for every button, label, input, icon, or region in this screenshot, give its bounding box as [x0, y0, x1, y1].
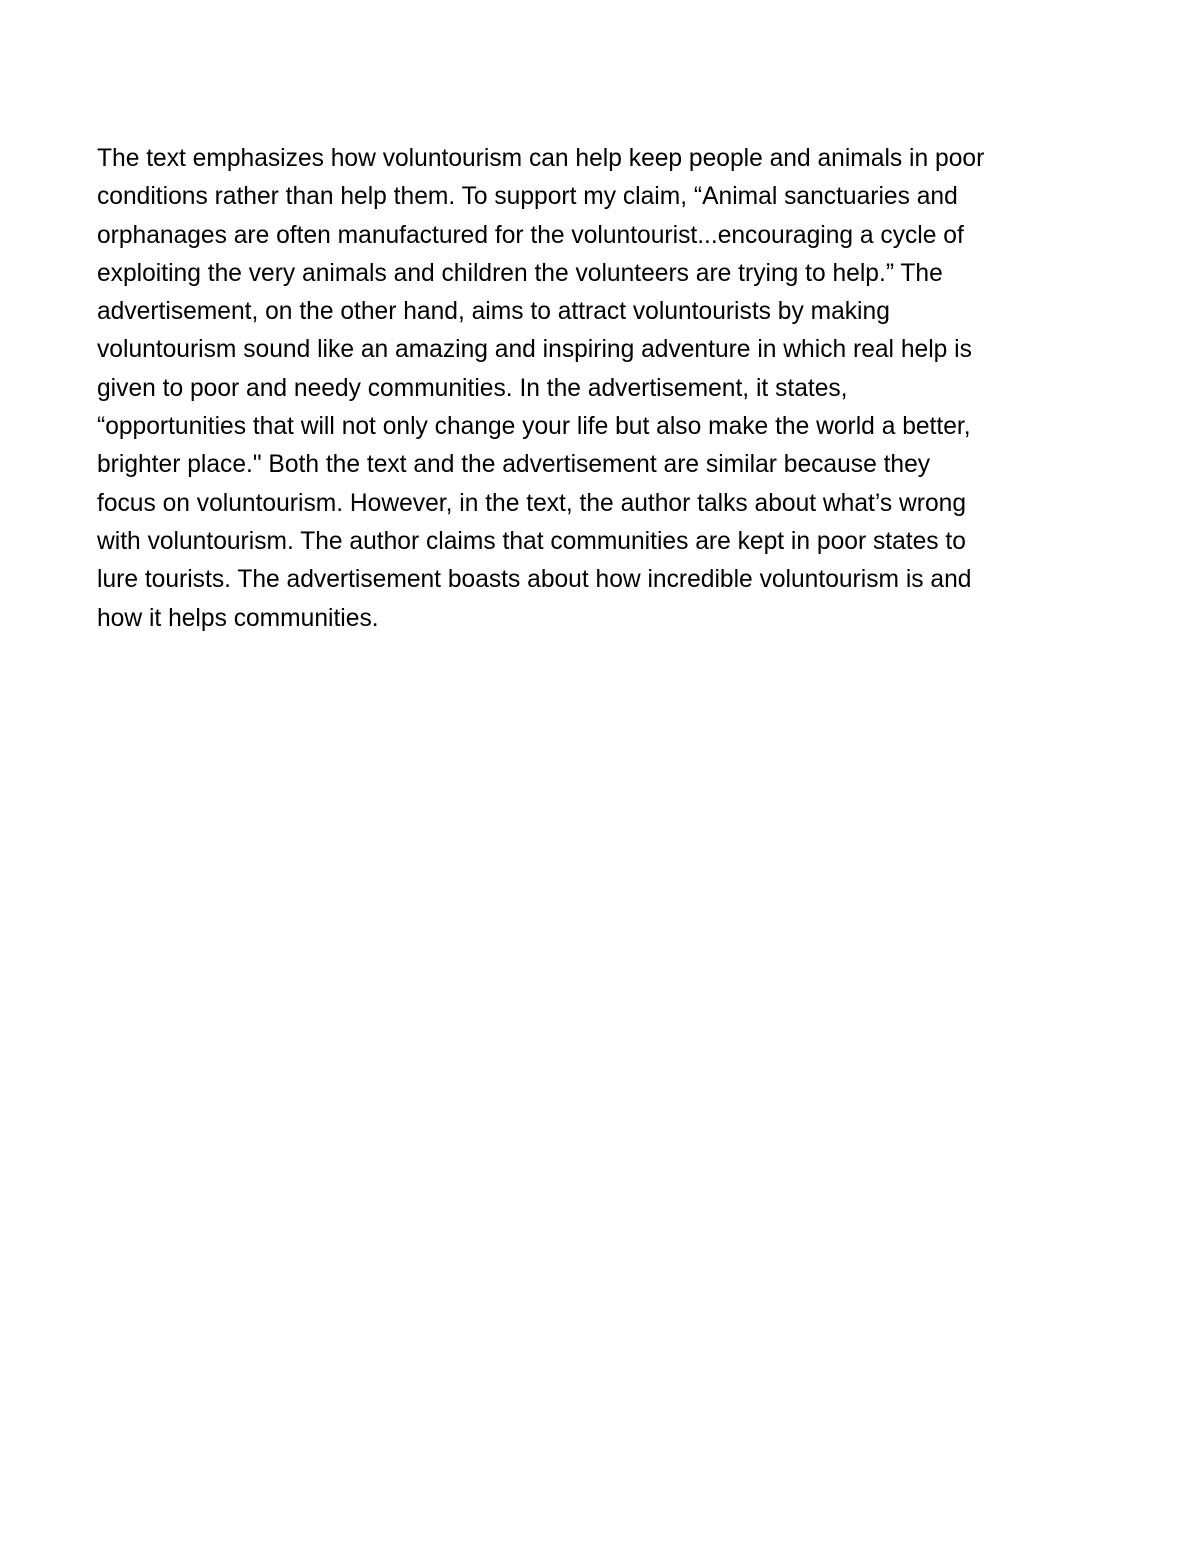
paragraph-line: voluntourism sound like an amazing and inspiring adventure in which real help is	[97, 336, 972, 364]
paragraph-line: orphanages are often manufactured for the voluntourist...encouraging a cycle of	[97, 221, 964, 249]
paragraph-line: brighter place." Both the text and the advertisement are similar because they	[97, 451, 931, 479]
paragraph-line: focus on voluntourism. However, in the text, the author talks about what’s wrong	[97, 489, 966, 517]
paragraph-line: advertisement, on the other hand, aims to attract voluntourists by making	[97, 298, 890, 326]
paragraph-line: how it helps communities.	[97, 604, 379, 632]
paragraph-line: given to poor and needy communities. In the advertisement, it states,	[97, 374, 848, 402]
paragraph-line: with voluntourism. The author claims that communities are kept in poor states to	[97, 527, 966, 555]
paragraph-line: The text emphasizes how voluntourism can help keep people and animals in poor	[97, 145, 985, 172]
paragraph-line: “opportunities that will not only change your life but also make the world a better,	[97, 413, 971, 441]
paragraph-line: exploiting the very animals and children the volunteers are trying to help.” The	[97, 259, 943, 287]
body-paragraph	[97, 140, 1097, 638]
paragraph-line: conditions rather than help them. To support my claim, “Animal sanctuaries and	[97, 183, 958, 211]
paragraph-line: lure tourists. The advertisement boasts about how incredible voluntourism is and	[97, 566, 972, 594]
